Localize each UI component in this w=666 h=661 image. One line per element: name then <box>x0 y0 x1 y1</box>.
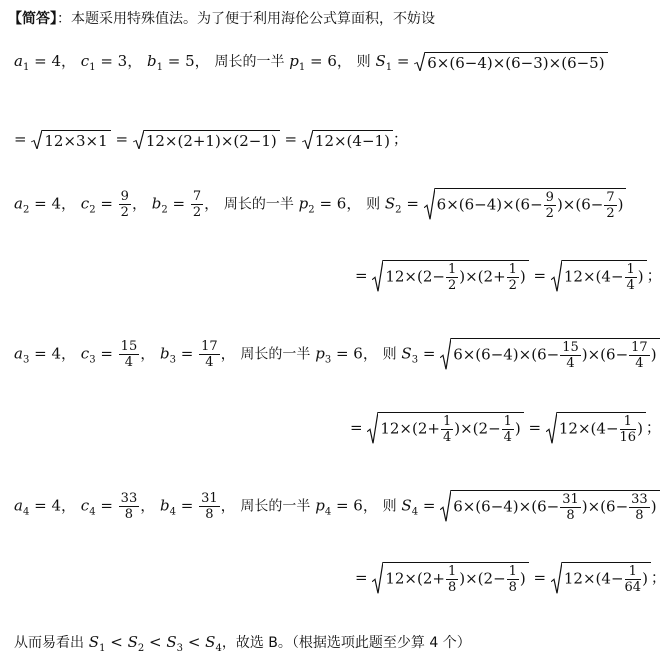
case2-line2: = 12×(2− $\frac{1}{2}$ )×(2+ $\frac{1}{2}$ ) = 12×(4− $\frac{1}{4}$ ) ； <box>355 262 662 293</box>
case4-line2: = 12×(2+ $\frac{1}{8}$ )×(2− $\frac{1}{8}$ ) = 12×(4− $\frac{1}{64}$ ) ； <box>355 564 666 595</box>
conclusion-line: 从而易看出 $S_1 < S_2 < S_3 < S_4$，故选 B。（根据选项此题至少算 4 个） <box>14 633 471 654</box>
case3-line2: = 12×(2+ $\frac{1}{4}$ )×(2− $\frac{1}{4}$ ) = 12×(4− $\frac{1}{16}$ ) ； <box>350 414 661 445</box>
case2-line1: $a_2 = 4$， $c_2$ = $\frac{9}{2}$ ， $b_2$ = $\frac{7}{2}$ ， 周长的一半 $p_2 = 6$， 则 $S_2$ = 6×(6−4)×(6− $\frac{9}{2}$ )×(6− $\frac{7}{2}$ ) <box>14 188 626 221</box>
sqrt-case2-a: 6×(6−4)×(6− $\frac{9}{2}$ )×(6− $\frac{7}{2}$ ) <box>424 188 627 221</box>
case1-line1: $a_1 = 4$， $c_1 = 3$， $b_1 = 5$， 周长的一半 $p_1 = 6$， 则 $S_1$ = 6×(6−4)×(6−3)×(6−5) <box>14 50 608 73</box>
answer-label: 【简答】 <box>8 11 57 27</box>
case1-line2: = 12×3×1 = 12×(2+1)×(2−1) = 12×(4−1) ； <box>14 130 408 150</box>
case3-line1: $a_3 = 4$， $c_3$ = $\frac{15}{4}$ ， $b_3$ = $\frac{17}{4}$ ， 周长的一半 $p_3 = 6$， 则 $S_3$ = 6×(6−4)×(6− $\frac{15}{4}$ )×(6− $\frac{17}{4}$ ) <box>14 338 660 371</box>
sqrt-case1-a: 6×(6−4)×(6−3)×(6−5) <box>414 52 607 72</box>
header-line <box>8 8 435 28</box>
case4-line1: $a_4 = 4$， $c_4$ = $\frac{33}{8}$ ， $b_4$ = $\frac{31}{8}$ ， 周长的一半 $p_4 = 6$， 则 $S_4$ = 6×(6−4)×(6− $\frac{31}{8}$ )×(6− $\frac{33}{8}$ ) <box>14 490 660 523</box>
header-text: ：本题采用特殊值法。为了便于利用海伦公式算面积，不妨设 <box>57 11 435 27</box>
